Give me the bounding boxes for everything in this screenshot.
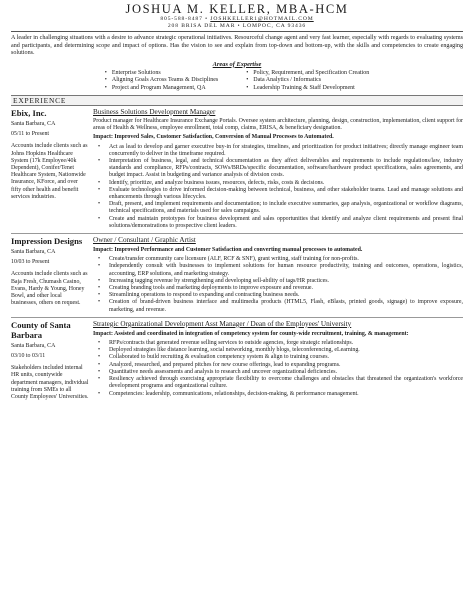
job-bullet: • Competencies: leadership, communications, relationships, decision-making, & performance management. bbox=[93, 391, 463, 398]
expertise-item: • Project and Program Management, QA bbox=[105, 85, 218, 92]
job-location: Santa Barbara, CA bbox=[11, 249, 56, 256]
expertise-item: • Aligning Goals Across Teams & Disciplines bbox=[105, 77, 218, 84]
expertise-item: • Data Analytics / Informatics bbox=[246, 77, 369, 84]
job-entry-county-santa-barbara bbox=[11, 318, 463, 401]
company-name: Impression Designs bbox=[11, 236, 83, 247]
company-name: Ebix, Inc. bbox=[11, 108, 47, 118]
job-bullet: • Resiliency achieved through exercising appropriate flexibility to overcome challenges and obstacles that threatened the organization's workforce development programs and organizational culture. bbox=[93, 376, 463, 390]
areas-of-expertise bbox=[11, 70, 463, 92]
job-bullet: • Act as lead to develop and garner executive buy-in for strategies, timelines, and prioritization for product initiatives; directly manage engineer team concurrently to deliver in the timeframe required. bbox=[93, 144, 463, 158]
expertise-item: • Leadership Training & Staff Development bbox=[246, 85, 369, 92]
job-bullet: • Deployed strategies like distance learning, social networking, monthly blogs, teleconferencing, eLearning. bbox=[93, 347, 463, 354]
job-bullet: • Creation of brand-driven business interface and multimedia products (HTML5, Flash, eBlasts, printed goods, signage) to improve exposure, marketing, and revenue. bbox=[93, 299, 463, 313]
job-impact: Impact: Improved Performance and Customer Satisfaction and converting manual processes to automated. bbox=[93, 247, 363, 254]
job-bullets bbox=[93, 256, 463, 314]
job-bullets bbox=[93, 340, 463, 398]
job-bullet: • Creating branding tools and marketing deployments to improve exposure and revenue. bbox=[93, 285, 463, 292]
candidate-name: JOSHUA M. KELLER, MBA-HCM bbox=[125, 2, 349, 16]
job-dates: 03/10 to 03/11 bbox=[11, 353, 46, 360]
expertise-list-right bbox=[246, 70, 369, 92]
job-bullet: • Evaluate technologies to drive informed decision-making between technical, business, and other stakeholder teams. Lead and manage solutions and enhancements through various lifecycles. bbox=[93, 187, 463, 201]
job-bullet: • Streamlining operations to respond to expanding and contracting business needs. bbox=[93, 292, 463, 299]
job-bullet: • Create/transfer community care licensure (ALF, RCF & SNF), grant writing, staff training for non-profits. bbox=[93, 256, 463, 263]
company-name: County of Santa Barbara bbox=[11, 319, 71, 340]
expertise-item: • Policy, Requirement, and Specification Creation bbox=[246, 70, 369, 77]
job-impact: Impact: Improved Sales, Customer Satisfaction, Conversion of Manual Processes to Automated. bbox=[93, 134, 334, 141]
contact-address: 208 BRISA DEL MAR • LOMPOC, CA 93436 bbox=[167, 23, 307, 29]
job-entry-ebix bbox=[11, 106, 463, 234]
job-dates: 10/03 to Present bbox=[11, 259, 50, 266]
job-bullet: • Collaborated to build recruiting & evaluation competency system & align to training courses. bbox=[93, 354, 463, 361]
job-bullet: • Draft, present, and implement requirements and documentation; to include executive summaries, gap analysis, organizational or workflow diagrams, technical specifications, and materials used for sales campaigns. bbox=[93, 201, 463, 215]
job-location: Santa Barbara, CA bbox=[11, 342, 56, 349]
job-bullet: • Analyzed, researched, and prepared pitches for new course offerings, lead to expanding programs. bbox=[93, 362, 463, 369]
job-description: Product manager for Healthcare Insurance Exchange Portals. Oversee system architecture, planning, design, construction, implementation, client support for areas of Health & Wellness, employee enrollment, total comp, claims, ERISA, & beneficiary designation. bbox=[93, 118, 463, 132]
job-details bbox=[93, 318, 463, 401]
job-clients-note: Accounts include clients such as Johns Hopkins Healthcare System (17k Employee/40k Dependent), Conifer/Tenet Healthcare System, Nationwide Insurance, KForce, and over fifty other health and benefit services industries. bbox=[11, 143, 88, 200]
email-link[interactable]: JOSHKELLER1@HOTMAIL.COM bbox=[210, 16, 314, 22]
job-bullet: • RFPs/contracts that generated revenue selling services to outside agencies, forge strategic relationships. bbox=[93, 340, 463, 347]
job-clients-note: Stakeholders included internal HR units, countywide department managers, individual training from SMEs to all County Employees' Universities. bbox=[11, 365, 89, 401]
separator-dot: • bbox=[205, 16, 211, 22]
job-dates: 05/11 to Present bbox=[11, 131, 50, 138]
job-impact: Impact: Assisted and coordinated in integration of competency system for county-wide recruitment, training, & management: bbox=[93, 330, 409, 337]
experience-heading: EXPERIENCE bbox=[11, 95, 463, 106]
job-title: Business Solutions Development Manager bbox=[93, 108, 216, 116]
summary-paragraph: A leader in challenging situations with a desire to advance strategic operational initiatives. Resourceful change agent and very fast learner, especially with regards to evaluating systems and participants, and determining scope and impact of options. Has the vision to see and explain from top-down and bottom-up, with the skills and competencies to create engaging solutions. bbox=[11, 35, 463, 57]
areas-of-expertise-title: Areas of Expertise bbox=[212, 60, 262, 68]
expertise-item: • Enterprise Solutions bbox=[105, 70, 218, 77]
expertise-list-left bbox=[105, 70, 218, 92]
job-bullet: • Create and maintain prototypes for business development and sales opportunities that identify and analyze client requirements and present final solutions/demonstrations to prospective client leaders. bbox=[93, 216, 463, 230]
job-title: Strategic Organizational Development Asst Manager / Dean of the Employees' University bbox=[93, 319, 352, 328]
job-bullet: • Identify, prioritize, and analyze business issues, resources, defects, risks, costs & decisions. bbox=[93, 180, 463, 187]
job-location: Santa Barbara, CA bbox=[11, 121, 56, 127]
job-entry-impression-designs bbox=[11, 234, 463, 318]
job-clients-note: Accounts include clients such as Baja Fresh, Chumash Casino, Evans, Hardy & Young, Honey Bowl, and other local businesses, others on request. bbox=[11, 271, 88, 307]
header-divider bbox=[11, 31, 463, 32]
job-details bbox=[93, 106, 463, 233]
job-bullet: • Quantitative needs assessments and analysis to research and uncover organizational deficiencies. bbox=[93, 369, 463, 376]
job-bullet: • Interpretation of business, legal, and technical documentation as they affect deliverables and requirements to include regulations/law, industry standards and compliance, RFPs/contracts, SOWs/BRDs/specific documentation, software/hardware product specifications, sales agreements, and budget impact. Assist in budgeting and variance analysis of division costs. bbox=[93, 158, 463, 180]
job-bullet: • Increasing tagging revenue by strengthening and developing sell-ability of tags/HR practices. bbox=[93, 278, 463, 285]
job-details bbox=[93, 234, 463, 317]
contact-line-1 bbox=[11, 16, 463, 23]
job-sidebar bbox=[11, 318, 93, 401]
job-sidebar bbox=[11, 106, 93, 233]
job-title: Owner / Consultant / Graphic Artist bbox=[93, 236, 196, 245]
phone-number: 805-588-8487 bbox=[160, 16, 203, 22]
job-bullets bbox=[93, 144, 463, 230]
job-sidebar bbox=[11, 234, 93, 317]
job-bullet: • Independently consult with businesses to implement solutions for human resource productivity, training and outcomes, operations, logistics, accounting, ERP solutions, and marketing strategy. bbox=[93, 263, 463, 277]
